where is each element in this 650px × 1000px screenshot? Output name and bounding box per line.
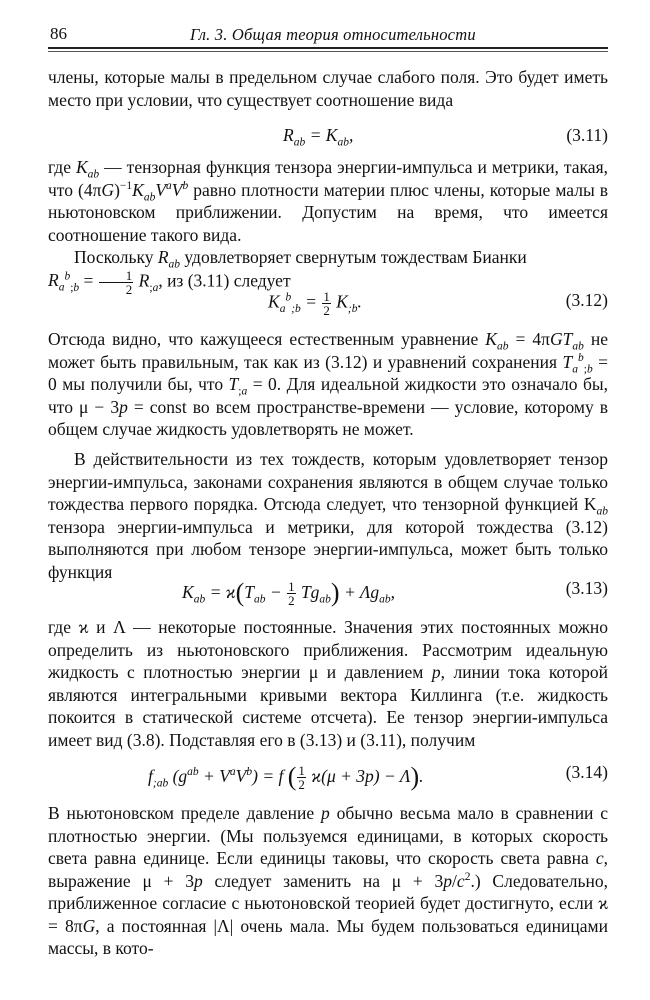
text-fragment: во всем пространстве-времени — условие, которому в общем случае жидкость удовлетворять не может. bbox=[48, 396, 609, 439]
paragraph-3: Поскольку $R_{ab}$ удовлетворяет свернутым тождествам Бианки $R_a^b_{;b}$ = $\frac{1}{2}$ $R_{;a}$, из (3.11) следует bbox=[48, 247, 527, 297]
text-fragment: где bbox=[48, 617, 79, 637]
text-fragment: очень мала. Мы будем пользоваться единицами массы, в кото- bbox=[48, 915, 608, 958]
equation-number: (3.13) bbox=[565, 578, 608, 598]
header-rule bbox=[48, 47, 608, 49]
equation-3-12: $K_a^b_{;b}$ = $\frac{1}{2}$ $K_{;b}$. (3.12) bbox=[268, 289, 608, 318]
equation-number: (3.11) bbox=[566, 125, 608, 145]
text-fragment: и давлением bbox=[318, 662, 432, 682]
text-fragment: .) Следовательно, приближенное согласие с ньютоновской теорией будет достигнуто, если bbox=[48, 870, 608, 913]
text-fragment: — некоторые постоянные. Значения этих постоянных можно определить из ньютоновского приближения. Рассмотрим идеальную жидкость с плотностью энергии bbox=[48, 617, 608, 682]
equation-3-11: $R_{ab} = K_{ab}$, (3.11) bbox=[283, 125, 608, 149]
text-fragment: В ньютоновском пределе давление bbox=[48, 803, 321, 823]
text-fragment: Поскольку bbox=[74, 247, 158, 267]
text-fragment: В действительности из тех тождеств, которым удовлетворяет тензор энергии-импульса, законами сохранения являются в общем случае только тождества первого порядка. Отсюда следует, что тензорной функцией K bbox=[48, 449, 608, 514]
paragraph-4: Отсюда видно, что кажущееся естественным уравнение $K_{ab} = 4\pi GT_{ab}$ не может быть правильным, так как из (3.12) и уравнений сохранения $T_a^b_{;b} = 0$ мы получили бы, что $T_{;a} = 0$. Для идеальной жидкости это означало бы, что μ − 3p = const во всем пространстве-времени — условие, которому в общем случае жидкость удовлетворять не может. bbox=[48, 329, 609, 439]
text-fragment: — тензорная функция тензора энергии-импульса и метрики, такая, что bbox=[48, 157, 608, 200]
text-fragment: , линии тока которой являются интегральными кривыми вектора Киллинга (т.е. жидкость покоится в статической системе отсчета). Ее тензор энергии-импульса имеет вид (3.8). Подставляя его в (3.13) и (3.11), получим bbox=[48, 662, 608, 750]
text-fragment: удовлетворяет свернутым тождествам Бианки bbox=[180, 247, 527, 267]
paragraph-6: где ϰ и Λ — некоторые постоянные. Значения этих постоянных можно определить из ньютоновского приближения. Рассмотрим идеальную жидкость с плотностью энергии μ и давлением p, линии тока которой являются интегральными кривыми вектора Киллинга (т.е. жидкость покоится в статической системе отсчета). Ее тензор энергии-импульса имеет вид (3.8). Подставляя его в (3.13) и (3.11), получим bbox=[48, 617, 608, 750]
text-fragment: обычно весьма мало в сравнении с плотностью энергии. (Мы пользуемся единицами, в которых скорость света равна единице. Если единицы таковы, что скорость света равна bbox=[48, 803, 609, 868]
running-title: Гл. 3. Общая теория относительности bbox=[190, 25, 476, 44]
text-fragment: Отсюда видно, что кажущееся естественным уравнение bbox=[48, 329, 486, 349]
text-fragment: равно плотности материи плюс члены, которые малы в ньютоновском приближении. Допустим на время, что имеется соотношение такого вида. bbox=[48, 179, 609, 245]
text-fragment: мы получили бы, что bbox=[56, 374, 229, 394]
paragraph-5: В действительности из тех тождеств, которым удовлетворяет тензор энергии-импульса, законами сохранения являются в общем случае только тождества первого порядка. Отсюда следует, что тензорной функцией $K_{ab}$ тензора энергии-импульса и метрики, для которой тождества (3.12) выполняются при любом тензоре энергии-импульса, может быть только функция bbox=[48, 449, 608, 582]
text-fragment: , выражение bbox=[48, 848, 608, 891]
text-fragment: где bbox=[48, 157, 76, 177]
page-header bbox=[50, 24, 606, 46]
text-fragment: , а постоянная bbox=[95, 915, 214, 936]
text-fragment: не может быть правильным, так как из (3.12) и уравнений сохранения bbox=[48, 329, 609, 372]
text-fragment: . Для идеальной жидкости это означало бы, что bbox=[48, 374, 608, 417]
text-fragment: , из (3.11) следует bbox=[158, 270, 291, 291]
text-fragment: тензора энергии-импульса и метрики, для которой тождества (3.12) выполняются при любом тензоре энергии-импульса, может быть только функция bbox=[48, 516, 608, 582]
equation-number: (3.12) bbox=[565, 290, 608, 310]
paragraph-2: где $K_{ab}$ — тензорная функция тензора энергии-импульса и метрики, такая, что $(4\pi G)^{-1}K_{ab}V^aV^b$ равно плотности материи плюс члены, которые малы в ньютоновском приближении. Допустим на время, что имеется соотношение такого вида. bbox=[48, 157, 609, 245]
page-number: 86 bbox=[50, 24, 67, 43]
text-fragment: и bbox=[88, 617, 114, 637]
paragraph-text: члены, которые малы в предельном случае слабого поля. Это будет иметь место при условии, что существует соотношение вида bbox=[48, 67, 608, 110]
equation-number: (3.14) bbox=[565, 762, 608, 782]
paragraph-1 bbox=[48, 66, 608, 111]
header-rule-thin bbox=[48, 51, 608, 52]
equation-3-13: $K_{ab} = ϰ(T_{ab}$ − $\frac{1}{2}$ $Tg_{ab}) + \Lambda g_{ab}$, (3.13) bbox=[182, 578, 608, 609]
paragraph-7: В ньютоновском пределе давление p обычно весьма мало в сравнении с плотностью энергии. (Мы пользуемся единицами, в которых скорость света равна единице. Если единицы таковы, что скорость света равна c, выражение μ + 3p следует заменить на $\mu + 3p/c^2$.) Следовательно, приближенное согласие с ньютоновской теорией будет достигнуто, если ϰ = 8πG, а постоянная |Λ| очень мала. Мы будем пользоваться единицами массы, в кото- bbox=[48, 803, 609, 958]
equation-3-14: $f_{;ab}$ $(g^{ab} + V^aV^b) = f$ ( $\frac{1}{2}$ ϰ(μ + 3p) − Λ). (3.14) bbox=[148, 762, 608, 793]
text-fragment: следует заменить на bbox=[202, 870, 392, 891]
